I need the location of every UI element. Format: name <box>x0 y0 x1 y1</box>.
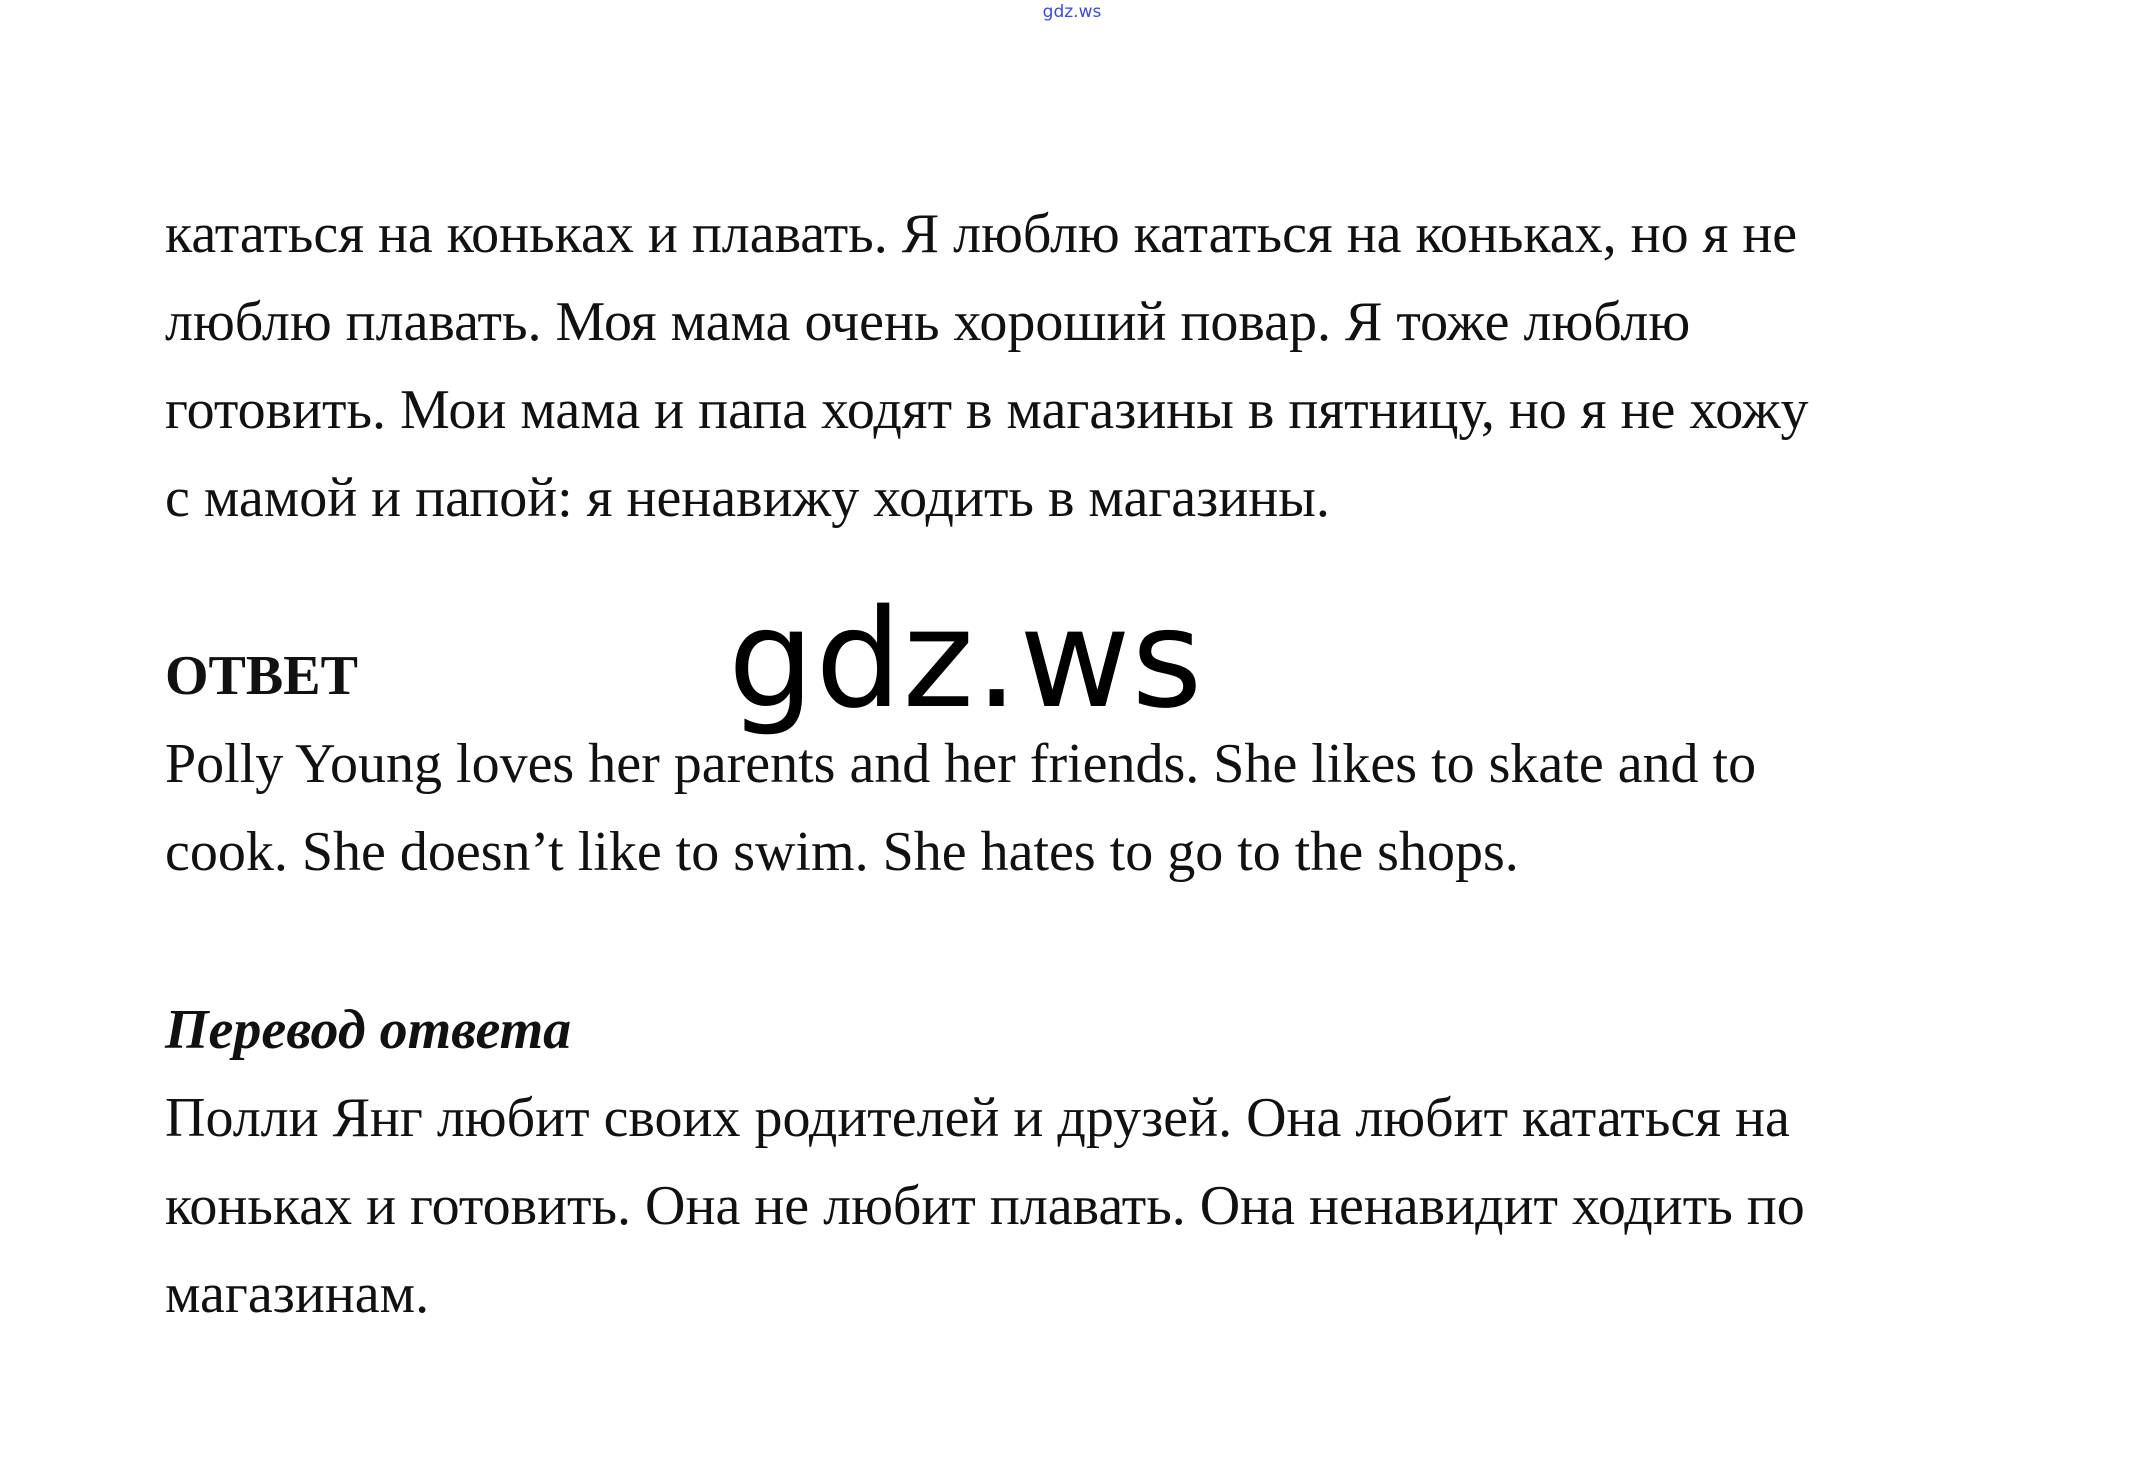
header-link[interactable]: gdz.ws <box>1042 2 1102 22</box>
answer-paragraph: Polly Young loves her parents and her friends. She likes to skate and to cook. She doesn’t like to swim. She hates to go to the shops. <box>165 733 1757 883</box>
answer-heading: ОТВЕТ <box>165 645 358 707</box>
text-paragraph-top: кататься на коньках и плавать. Я люблю кататься на коньках, но я не люблю плавать. Моя мама очень хороший повар. Я тоже люблю готовить. Мои мама и папа ходят в магазины в пятницу, но я не хожу с мамой и папой: я ненавижу ходить в магазины. <box>165 203 1809 529</box>
translation-heading: Перевод ответа <box>165 999 572 1061</box>
watermark-logo: gdz.ws <box>728 581 1204 739</box>
translation-paragraph: Полли Янг любит своих родителей и друзей. Она любит кататься на коньках и готовить. Она не любит плавать. Она ненавидит ходить по магазинам. <box>165 1087 1805 1325</box>
